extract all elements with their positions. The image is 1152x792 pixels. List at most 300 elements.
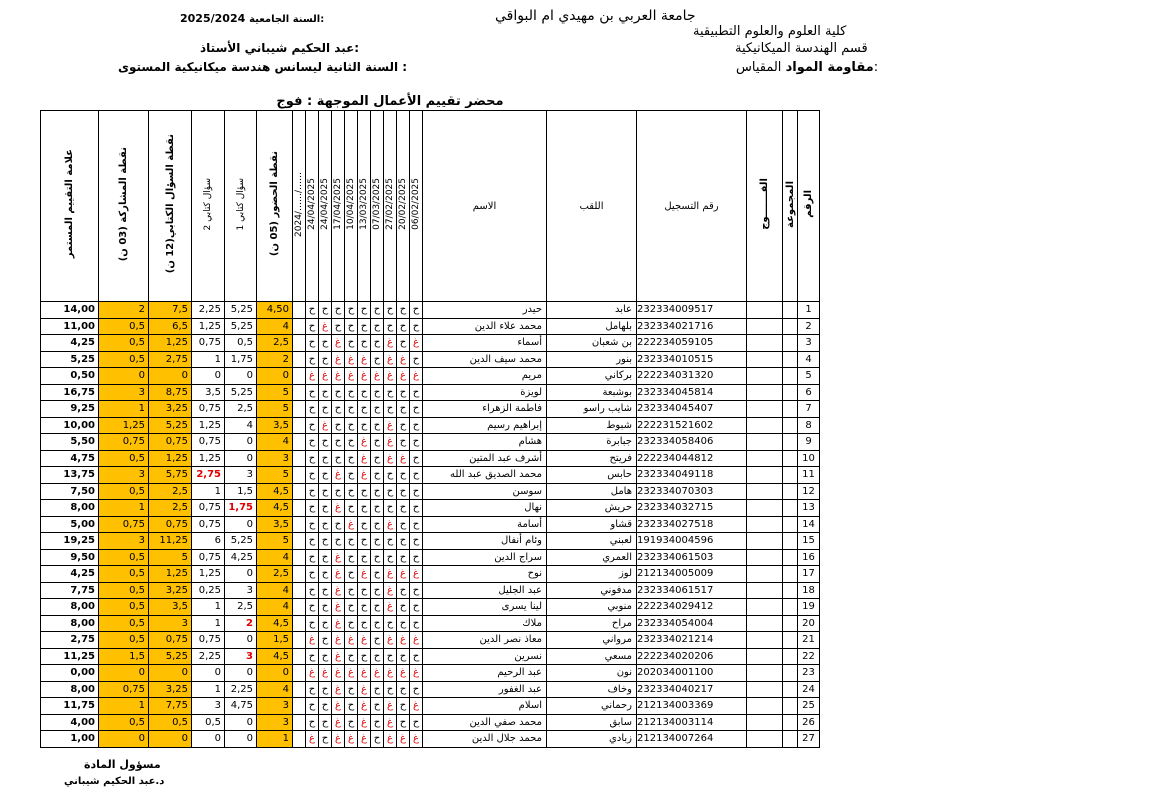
cell-attendance-mark: ح <box>306 615 319 632</box>
cell-program <box>747 368 783 385</box>
table-row <box>41 318 820 335</box>
cell-attendance-mark: غ <box>358 632 371 649</box>
cell-attendance-mark: ح <box>332 516 345 533</box>
cell-program <box>747 384 783 401</box>
cell-attendance-mark: ح <box>319 599 332 616</box>
subject-line <box>736 60 878 75</box>
cell-group <box>783 648 798 665</box>
cell-attendance-mark: ح <box>319 714 332 731</box>
cell-q1: 4,25 <box>225 549 257 566</box>
cell-attendance-mark: ح <box>345 566 358 583</box>
cell-written-score: 8,75 <box>149 384 192 401</box>
cell-program <box>747 648 783 665</box>
cell-attendance-mark: غ <box>345 368 358 385</box>
cell-reg: 212134003369 <box>637 698 747 715</box>
cell-name: نوح <box>423 566 547 583</box>
col-date-3: 27/02/2025 <box>384 111 397 302</box>
table-row <box>41 533 820 550</box>
cell-attendance-mark: ح <box>410 401 423 418</box>
cell-program <box>747 665 783 682</box>
cell-q2: 3 <box>192 698 225 715</box>
cell-q1: 0 <box>225 714 257 731</box>
cell-attendance-mark: ح <box>319 615 332 632</box>
cell-written-score: 5,25 <box>149 417 192 434</box>
cell-attendance-mark: غ <box>332 632 345 649</box>
cell-attendance-mark: غ <box>345 665 358 682</box>
cell-attendance-mark: ح <box>371 483 384 500</box>
cell-q2: 1,25 <box>192 318 225 335</box>
cell-surname: بن شعبان <box>547 335 637 352</box>
cell-continuous: 10,00 <box>41 417 99 434</box>
cell-attendance-mark: ح <box>306 681 319 698</box>
signature: د.عبد الحكيم شيباني <box>64 776 165 787</box>
cell-attendance-mark: غ <box>319 318 332 335</box>
cell-attendance-mark: ح <box>397 615 410 632</box>
cell-attendance-mark: ح <box>410 467 423 484</box>
cell-q2: 0,75 <box>192 632 225 649</box>
cell-attendance-score: 3 <box>257 698 293 715</box>
cell-attendance-mark: غ <box>397 731 410 748</box>
cell-attendance-mark: ح <box>306 648 319 665</box>
cell-date-10 <box>293 467 306 484</box>
cell-attendance-mark: غ <box>345 731 358 748</box>
cell-q1: 0 <box>225 566 257 583</box>
cell-attendance-mark: ح <box>319 302 332 319</box>
cell-attendance-mark: غ <box>397 351 410 368</box>
cell-name: مريم <box>423 368 547 385</box>
cell-written-score: 1,25 <box>149 566 192 583</box>
col-date-1: 06/02/2025 <box>410 111 423 302</box>
cell-q1: 1,5 <box>225 483 257 500</box>
cell-attendance-mark: غ <box>358 351 371 368</box>
cell-surname: عابد <box>547 302 637 319</box>
cell-date-10 <box>293 665 306 682</box>
cell-q1: 0 <box>225 731 257 748</box>
table-row <box>41 566 820 583</box>
cell-written-score: 2,5 <box>149 500 192 517</box>
cell-attendance-score: 4,5 <box>257 500 293 517</box>
cell-surname: حريش <box>547 500 637 517</box>
cell-q1: 2,25 <box>225 681 257 698</box>
cell-program <box>747 566 783 583</box>
cell-attendance-mark: غ <box>358 698 371 715</box>
table-row <box>41 698 820 715</box>
cell-attendance-score: 2,5 <box>257 335 293 352</box>
cell-attendance-mark: ح <box>358 335 371 352</box>
cell-participation: 0,75 <box>99 434 149 451</box>
cell-attendance-mark: ح <box>306 434 319 451</box>
cell-attendance-mark: ح <box>345 698 358 715</box>
cell-attendance-mark: ح <box>371 302 384 319</box>
cell-attendance-score: 4 <box>257 549 293 566</box>
cell-program <box>747 434 783 451</box>
cell-reg: 232334045407 <box>637 401 747 418</box>
cell-attendance-mark: غ <box>371 665 384 682</box>
cell-attendance-score: 0 <box>257 665 293 682</box>
cell-participation: 1 <box>99 401 149 418</box>
cell-attendance-mark: غ <box>410 368 423 385</box>
cell-attendance-mark: غ <box>332 351 345 368</box>
cell-written-score: 2,5 <box>149 483 192 500</box>
cell-attendance-mark: ح <box>397 483 410 500</box>
cell-attendance-mark: ح <box>319 401 332 418</box>
cell-program <box>747 533 783 550</box>
cell-attendance-mark: ح <box>371 731 384 748</box>
cell-attendance-mark: ح <box>384 384 397 401</box>
cell-attendance-mark: ح <box>410 483 423 500</box>
cell-attendance-mark: ح <box>319 467 332 484</box>
cell-attendance-mark: ح <box>371 335 384 352</box>
cell-q2: 0,75 <box>192 549 225 566</box>
col-date-9: 24/04/2025 <box>306 111 319 302</box>
cell-attendance-mark: ح <box>319 335 332 352</box>
col-date-7: 17/04/2025 <box>332 111 345 302</box>
cell-attendance-score: 4,5 <box>257 648 293 665</box>
cell-attendance-mark: ح <box>332 302 345 319</box>
cell-date-10 <box>293 368 306 385</box>
cell-participation: 0,5 <box>99 566 149 583</box>
cell-group <box>783 401 798 418</box>
cell-reg: 222234059105 <box>637 335 747 352</box>
cell-written-score: 0,75 <box>149 434 192 451</box>
cell-continuous: 4,00 <box>41 714 99 731</box>
cell-attendance-mark: غ <box>384 368 397 385</box>
cell-rank: 18 <box>798 582 820 599</box>
cell-program <box>747 714 783 731</box>
table-row <box>41 434 820 451</box>
cell-written-score: 0,5 <box>149 714 192 731</box>
cell-group <box>783 467 798 484</box>
cell-participation: 0,5 <box>99 549 149 566</box>
cell-continuous: 7,50 <box>41 483 99 500</box>
grades-table <box>40 110 820 748</box>
cell-group <box>783 599 798 616</box>
cell-attendance-mark: ح <box>410 582 423 599</box>
cell-attendance-score: 4 <box>257 681 293 698</box>
cell-attendance-mark: ح <box>397 698 410 715</box>
cell-surname: بوشبعة <box>547 384 637 401</box>
subject-label: المقياس: <box>736 60 879 75</box>
cell-name: نهال <box>423 500 547 517</box>
cell-q1: 4,75 <box>225 698 257 715</box>
cell-rank: 6 <box>798 384 820 401</box>
cell-attendance-mark: غ <box>358 681 371 698</box>
cell-attendance-mark: ح <box>332 417 345 434</box>
table-row <box>41 351 820 368</box>
cell-rank: 9 <box>798 434 820 451</box>
cell-continuous: 7,75 <box>41 582 99 599</box>
cell-name: معاذ نصر الدين <box>423 632 547 649</box>
cell-continuous: 5,50 <box>41 434 99 451</box>
cell-surname: هامل <box>547 483 637 500</box>
cell-attendance-mark: ح <box>410 549 423 566</box>
cell-attendance-mark: ح <box>319 450 332 467</box>
cell-attendance-mark: ح <box>345 401 358 418</box>
cell-attendance-mark: غ <box>332 731 345 748</box>
cell-reg: 212134003114 <box>637 714 747 731</box>
cell-name: لينا يسرى <box>423 599 547 616</box>
cell-attendance-mark: غ <box>332 500 345 517</box>
year-label: السنة الجامعية: <box>249 14 325 25</box>
cell-attendance-mark: غ <box>384 599 397 616</box>
cell-group <box>783 533 798 550</box>
cell-attendance-mark: ح <box>384 549 397 566</box>
cell-date-10 <box>293 731 306 748</box>
cell-q1: 5,25 <box>225 302 257 319</box>
cell-name: إبراهيم رسيم <box>423 417 547 434</box>
cell-attendance-mark: ح <box>371 549 384 566</box>
cell-rank: 8 <box>798 417 820 434</box>
cell-reg: 222234044812 <box>637 450 747 467</box>
cell-attendance-mark: غ <box>384 632 397 649</box>
cell-attendance-mark: ح <box>358 417 371 434</box>
table-header-row <box>41 111 820 302</box>
cell-attendance-mark: غ <box>332 566 345 583</box>
cell-attendance-mark: غ <box>384 417 397 434</box>
cell-q1: 0 <box>225 665 257 682</box>
cell-q1: 2,5 <box>225 599 257 616</box>
cell-attendance-mark: غ <box>332 368 345 385</box>
cell-attendance-mark: غ <box>332 615 345 632</box>
cell-rank: 23 <box>798 665 820 682</box>
cell-reg: 232334061517 <box>637 582 747 599</box>
cell-q2: 1,25 <box>192 566 225 583</box>
cell-name: لويزة <box>423 384 547 401</box>
cell-continuous: 1,00 <box>41 731 99 748</box>
cell-rank: 3 <box>798 335 820 352</box>
cell-q2: 1,25 <box>192 450 225 467</box>
cell-name: محمد صفي الدين <box>423 714 547 731</box>
cell-continuous: 9,50 <box>41 549 99 566</box>
cell-name: اسلام <box>423 698 547 715</box>
cell-attendance-score: 5 <box>257 384 293 401</box>
table-row <box>41 335 820 352</box>
cell-group <box>783 615 798 632</box>
cell-rank: 5 <box>798 368 820 385</box>
cell-continuous: 14,00 <box>41 302 99 319</box>
cell-date-10 <box>293 516 306 533</box>
cell-written-score: 3,25 <box>149 582 192 599</box>
cell-attendance-mark: ح <box>397 384 410 401</box>
cell-written-score: 11,25 <box>149 533 192 550</box>
cell-q2: 6 <box>192 533 225 550</box>
cell-program <box>747 549 783 566</box>
cell-attendance-mark: ح <box>410 516 423 533</box>
cell-name: سوسن <box>423 483 547 500</box>
cell-group <box>783 731 798 748</box>
cell-attendance-mark: ح <box>345 533 358 550</box>
cell-attendance-mark: ح <box>371 401 384 418</box>
cell-q2: 2,75 <box>192 467 225 484</box>
cell-attendance-mark: ح <box>371 714 384 731</box>
cell-date-10 <box>293 417 306 434</box>
cell-attendance-mark: ح <box>358 648 371 665</box>
cell-surname: قشاو <box>547 516 637 533</box>
cell-participation: 3 <box>99 467 149 484</box>
cell-attendance-score: 3,5 <box>257 417 293 434</box>
cell-participation: 0,75 <box>99 516 149 533</box>
cell-surname: وخاف <box>547 681 637 698</box>
cell-attendance-mark: ح <box>306 516 319 533</box>
cell-attendance-mark: غ <box>397 368 410 385</box>
cell-attendance-mark: ح <box>397 681 410 698</box>
cell-program <box>747 401 783 418</box>
cell-attendance-mark: غ <box>397 566 410 583</box>
cell-attendance-mark: ح <box>410 681 423 698</box>
cell-q1: 5,25 <box>225 384 257 401</box>
cell-continuous: 11,75 <box>41 698 99 715</box>
col-group: المجموعة <box>783 111 798 302</box>
cell-attendance-mark: غ <box>306 665 319 682</box>
cell-attendance-mark: ح <box>332 483 345 500</box>
cell-reg: 232334021214 <box>637 632 747 649</box>
cell-attendance-score: 0 <box>257 368 293 385</box>
cell-attendance-mark: ح <box>306 599 319 616</box>
cell-attendance-mark: غ <box>358 467 371 484</box>
cell-written-score: 0 <box>149 368 192 385</box>
cell-attendance-mark: ح <box>384 533 397 550</box>
level-label: المستوى : <box>118 60 408 74</box>
cell-attendance-mark: غ <box>384 731 397 748</box>
cell-attendance-mark: ح <box>371 582 384 599</box>
cell-surname: بنور <box>547 351 637 368</box>
cell-date-10 <box>293 582 306 599</box>
col-rank: الرقم <box>798 111 820 302</box>
cell-participation: 1,5 <box>99 648 149 665</box>
cell-q2: 2,25 <box>192 648 225 665</box>
cell-attendance-score: 3,5 <box>257 516 293 533</box>
cell-attendance-mark: ح <box>306 335 319 352</box>
cell-attendance-mark: ح <box>371 632 384 649</box>
cell-attendance-mark: غ <box>306 368 319 385</box>
cell-participation: 0,5 <box>99 351 149 368</box>
cell-attendance-score: 4,50 <box>257 302 293 319</box>
cell-date-10 <box>293 615 306 632</box>
cell-participation: 0,5 <box>99 450 149 467</box>
cell-attendance-mark: ح <box>332 434 345 451</box>
cell-program <box>747 500 783 517</box>
cell-attendance-mark: ح <box>371 450 384 467</box>
cell-attendance-mark: ح <box>345 582 358 599</box>
cell-date-10 <box>293 632 306 649</box>
cell-date-10 <box>293 483 306 500</box>
cell-attendance-mark: ح <box>384 500 397 517</box>
cell-attendance-mark: غ <box>371 368 384 385</box>
cell-q2: 1 <box>192 351 225 368</box>
cell-date-10 <box>293 401 306 418</box>
university-name: جامعة العربي بن مهيدي ام البواقي <box>495 8 696 24</box>
cell-continuous: 0,00 <box>41 665 99 682</box>
cell-attendance-mark: ح <box>384 467 397 484</box>
cell-attendance-mark: غ <box>319 368 332 385</box>
cell-attendance-score: 4,5 <box>257 483 293 500</box>
cell-attendance-mark: ح <box>319 384 332 401</box>
table-row <box>41 516 820 533</box>
cell-attendance-mark: ح <box>371 648 384 665</box>
cell-written-score: 5,75 <box>149 467 192 484</box>
cell-attendance-mark: ح <box>371 351 384 368</box>
cell-attendance-mark: غ <box>306 731 319 748</box>
cell-participation: 0,5 <box>99 632 149 649</box>
cell-attendance-mark: غ <box>332 467 345 484</box>
col-written-score: نقطة السؤال الكتابي(12 ن) <box>149 111 192 302</box>
cell-name: محمد سيف الدين <box>423 351 547 368</box>
cell-attendance-mark: ح <box>410 302 423 319</box>
cell-attendance-mark: ح <box>410 318 423 335</box>
cell-name: هشام <box>423 434 547 451</box>
table-row <box>41 582 820 599</box>
cell-attendance-mark: ح <box>345 615 358 632</box>
cell-attendance-mark: ح <box>319 516 332 533</box>
cell-name: عبد الغفور <box>423 681 547 698</box>
cell-surname: فريتح <box>547 450 637 467</box>
cell-attendance-mark: غ <box>306 632 319 649</box>
cell-attendance-mark: ح <box>358 615 371 632</box>
cell-q1: 3 <box>225 648 257 665</box>
cell-program <box>747 615 783 632</box>
cell-attendance-mark: ح <box>306 351 319 368</box>
cell-group <box>783 516 798 533</box>
cell-attendance-mark: غ <box>384 582 397 599</box>
cell-attendance-mark: ح <box>397 335 410 352</box>
cell-attendance-mark: ح <box>306 566 319 583</box>
cell-attendance-mark: ح <box>345 483 358 500</box>
cell-continuous: 4,75 <box>41 450 99 467</box>
cell-surname: زبادي <box>547 731 637 748</box>
cell-attendance-mark: غ <box>397 632 410 649</box>
level-value: السنة الثانية ليسانس هندسة ميكانيكية <box>174 60 399 74</box>
cell-q1: 1,75 <box>225 351 257 368</box>
cell-attendance-mark: ح <box>358 384 371 401</box>
cell-reg: 222234029412 <box>637 599 747 616</box>
cell-written-score: 1,25 <box>149 335 192 352</box>
cell-written-score: 3,5 <box>149 599 192 616</box>
sheet-title: محضر تقييم الأعمال الموجهة : فوج <box>276 94 504 109</box>
cell-attendance-mark: ح <box>319 549 332 566</box>
cell-q1: 2,5 <box>225 401 257 418</box>
cell-date-10 <box>293 648 306 665</box>
cell-reg: 232334045814 <box>637 384 747 401</box>
cell-group <box>783 302 798 319</box>
cell-attendance-mark: ح <box>345 714 358 731</box>
cell-program <box>747 731 783 748</box>
cell-attendance-mark: ح <box>319 698 332 715</box>
professor-label: الأستاذ: <box>200 41 360 55</box>
table-row <box>41 681 820 698</box>
cell-rank: 27 <box>798 731 820 748</box>
cell-rank: 12 <box>798 483 820 500</box>
cell-attendance-mark: ح <box>345 302 358 319</box>
cell-continuous: 9,25 <box>41 401 99 418</box>
cell-attendance-mark: ح <box>410 599 423 616</box>
cell-attendance-mark: ح <box>345 384 358 401</box>
cell-continuous: 4,25 <box>41 566 99 583</box>
cell-attendance-mark: ح <box>397 533 410 550</box>
cell-participation: 0 <box>99 368 149 385</box>
cell-continuous: 16,75 <box>41 384 99 401</box>
col-continuous: علامة التقييم المستمر <box>41 111 99 302</box>
col-surname: اللقب <box>547 111 637 302</box>
cell-attendance-score: 3 <box>257 450 293 467</box>
department-name: قسم الهندسة الميكانيكية <box>735 41 868 56</box>
col-name: الاسم <box>423 111 547 302</box>
cell-attendance-mark: غ <box>345 516 358 533</box>
cell-reg: 232334010515 <box>637 351 747 368</box>
cell-attendance-mark: ح <box>345 467 358 484</box>
table-row <box>41 549 820 566</box>
cell-attendance-mark: غ <box>332 335 345 352</box>
cell-written-score: 0 <box>149 665 192 682</box>
